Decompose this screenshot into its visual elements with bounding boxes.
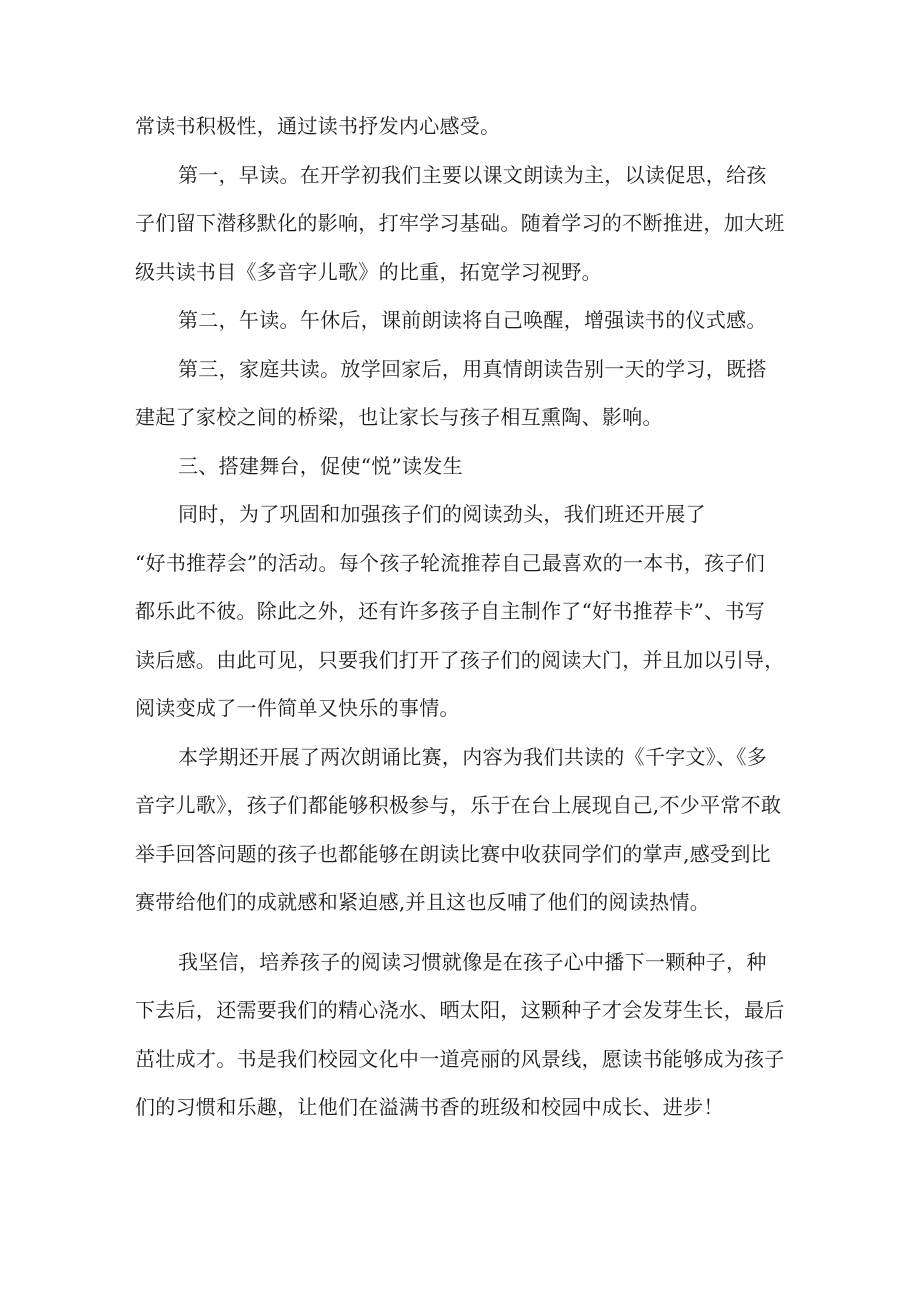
text-line: 音字儿歌》，孩子们都能够积极参与，乐于在台上展现自己,不少平常不敢 — [135, 793, 782, 817]
paragraph-first-line: 同时，为了巩固和加强孩子们的阅读劲头，我们班还开展了 — [178, 502, 706, 526]
paragraph-first-line: 第三，家庭共读。放学回家后，用真情朗读告别一天的学习，既搭 — [178, 357, 767, 381]
text-line: 阅读变成了一件简单又快乐的事情。 — [135, 696, 460, 720]
text-line: “好书推荐会”的活动。每个孩子轮流推荐自己最喜欢的一本书，孩子们 — [135, 551, 766, 575]
text-line: 级共读书目《多音字儿歌》的比重，拓宽学习视野。 — [135, 260, 602, 284]
text-line: 都乐此不彼。除此之外，还有许多孩子自主制作了“好书推荐卡”、书写 — [135, 599, 766, 623]
text-line: 建起了家校之间的桥梁，也让家长与孩子相互熏陶、影响。 — [135, 405, 663, 429]
text-line: 子们留下潜移默化的影响，打牢学习基础。随着学习的不断推进，加大班 — [135, 211, 785, 235]
section-heading: 三、搭建舞台，促使“悦”读发生 — [178, 454, 463, 478]
text-line: 赛带给他们的成就感和紧迫感,并且这也反哺了他们的阅读热情。 — [135, 890, 711, 914]
paragraph-first-line: 第一，早读。在开学初我们主要以课文朗读为主，以读促思，给孩 — [178, 163, 767, 187]
text-line: 下去后，还需要我们的精心浇水、晒太阳，这颗种子才会发芽生长，最后 — [135, 998, 785, 1022]
text-line: 常读书积极性，通过读书抒发内心感受。 — [135, 114, 501, 138]
text-line: 们的习惯和乐趣，让他们在溢满书香的班级和校园中成长、进步！ — [135, 1095, 724, 1119]
text-line: 茁壮成才。书是我们校园文化中一道亮丽的风景线，愿读书能够成为孩子 — [135, 1047, 785, 1071]
text-line: 举手回答问题的孩子也都能够在朗读比赛中收获同学们的掌声,感受到比 — [135, 842, 771, 866]
text-line: 读后感。由此可见，只要我们打开了孩子们的阅读大门，并且加以引导， — [135, 648, 785, 672]
paragraph-first-line: 本学期还开展了两次朗诵比赛，内容为我们共读的《千字文》、《多 — [178, 745, 767, 769]
paragraph-first-line: 第二，午读。午休后，课前朗读将自己唤醒，增强读书的仪式感。 — [178, 308, 767, 332]
paragraph-first-line: 我坚信，培养孩子的阅读习惯就像是在孩子心中播下一颗种子，种 — [178, 950, 767, 974]
